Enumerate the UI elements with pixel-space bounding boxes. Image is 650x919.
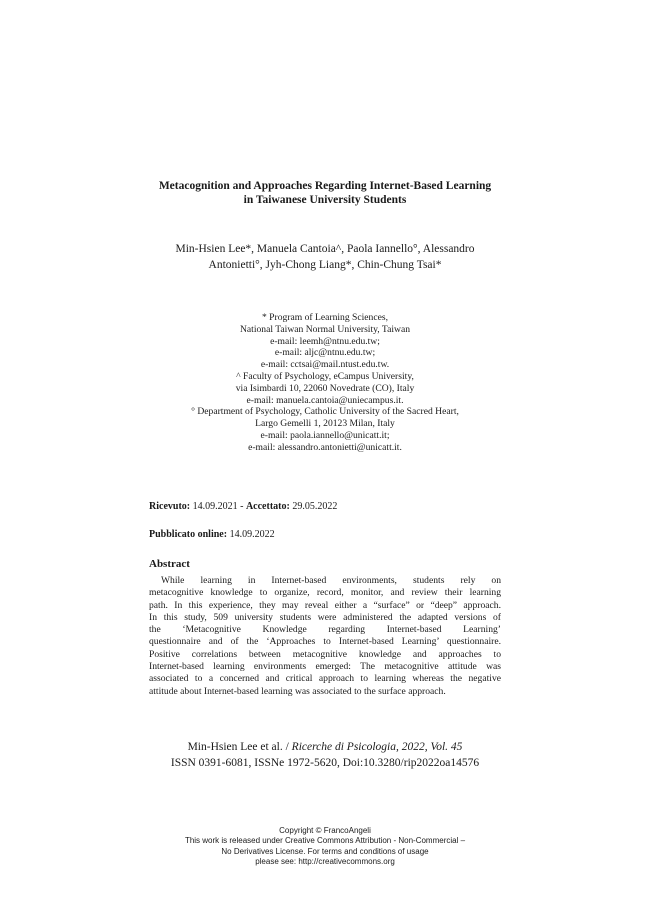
license-notice [0,826,650,867]
accepted-date: 29.05.2022 [292,501,338,512]
published-date: 14.09.2022 [229,529,275,540]
authors-line-2: Antonietti°, Jyh-Chong Liang*, Chin-Chung Tsai* [208,259,442,271]
abstract-line: attitude about Internet-based learning was associated to the surface approach. [149,685,446,697]
abstract-body [149,575,501,698]
license-line: No Derivatives License. For terms and conditions of usage [221,846,429,856]
abstract-heading: Abstract [149,558,190,570]
email-line: e-mail: leemh@ntnu.edu.tw; [270,335,380,347]
abstract-line: In this study, 509 university students were administered the adapted versions of [149,611,501,623]
citation-line [0,739,650,755]
published-date-row [149,528,275,541]
affiliation-line: * Program of Learning Sciences, [261,312,388,323]
received-accepted-dates [149,500,337,513]
abstract-line: Internet-based learning environments emerged: The metacognitive attitude was [149,661,501,673]
abstract-line: associated to a concerned and critical approach to learning whereas the negative [149,673,501,685]
affiliation-line: ^ Faculty of Psychology, eCampus University, [236,370,414,382]
affiliation-line: ° Department of Psychology, Catholic University of the Sacred Heart, [191,406,459,418]
received-label: Ricevuto: [149,501,191,512]
email-line: e-mail: cctsai@mail.ntust.edu.tw. [260,359,390,371]
abstract-line: While learning in Internet-based environments, students rely on [161,575,501,586]
copyright-line: Copyright © FrancoAngeli [279,826,371,835]
author-list [0,241,650,273]
received-date: 14.09.2021 [192,501,238,512]
affiliation-line: National Taiwan Normal University, Taiwan [239,323,411,335]
abstract-line: the ‘Metacognitive Knowledge regarding Internet-based Learning’ [149,624,501,636]
license-link-line: please see: http://creativecommons.org [255,856,395,866]
license-line: This work is released under Creative Commons Attribution - Non-Commercial – [184,836,466,846]
abstract-line: Positive correlations between metacognitive knowledge and approaches to [149,648,501,660]
affiliations [0,312,650,454]
citation-journal: Ricerche di Psicologia, 2022, Vol. 45 [291,741,463,753]
affiliation-line: Largo Gemelli 1, 20123 Milan, Italy [255,418,395,430]
published-label: Pubblicato online: [149,529,228,540]
citation-identifiers: ISSN 0391-6081, ISSNe 1972-5620, Doi:10.3280/rip2022oa14576 [170,757,480,769]
abstract-line: metacognitive knowledge to organize, record, monitor, and review their learning [149,587,501,599]
email-line: e-mail: alessandro.antonietti@unicatt.it. [248,441,402,453]
abstract-line: questionnaire and of the ‘Approaches to Internet-based Learning’ questionnaire. [149,636,501,648]
paper-title [0,179,650,207]
accepted-label: Accettato: [245,501,290,512]
title-line-1: Metacognition and Approaches Regarding Internet-Based Learning [158,180,492,192]
citation-authors: Min-Hsien Lee et al. / [187,741,289,753]
authors-line-1: Min-Hsien Lee*, Manuela Cantoia^, Paola Iannello°, Alessandro [175,243,475,255]
affiliation-line: via Isimbardi 10, 22060 Novedrate (CO), Italy [235,382,415,394]
email-line: e-mail: aljc@ntnu.edu.tw; [274,347,376,359]
citation [0,739,650,771]
email-line: e-mail: paola.iannello@unicatt.it; [260,429,390,441]
email-line: e-mail: manuela.cantoia@uniecampus.it. [246,394,404,406]
title-line-2: in Taiwanese University Students [243,194,407,206]
abstract-line: path. In this experience, they may reveal either a “surface” or “deep” approach. [149,599,501,611]
date-separator: - [237,501,246,512]
